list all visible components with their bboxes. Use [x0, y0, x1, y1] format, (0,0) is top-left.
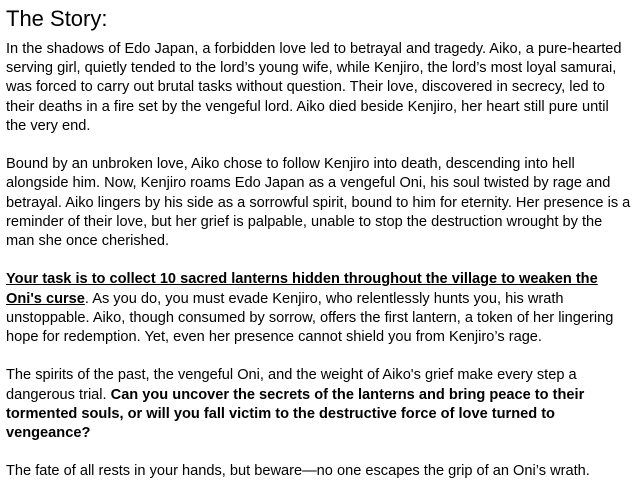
- page-title: The Story:: [6, 6, 108, 31]
- task-statement: Your task is to collect 10 sacred lanterns hidden throughout the village to weaken the Oni's curse: [6, 271, 598, 307]
- story-paragraph-2: Bound by an unbroken love, Aiko chose to follow Kenjiro into death, descending into hell alongside him. Now, Kenjiro roams Edo Japan as a vengeful Oni, his soul twisted by rage and betrayal. Aiko lingers by his side as a sorrowful spirit, bound to him for eternity. Her presence is a reminder of their love, but her grief is palpable, unable to stop the destruction wrought by the man she once cherished.: [6, 156, 631, 250]
- task-details: . As you do, you must evade Kenjiro, who relentlessly hunts you, his wrath unstoppable. Aiko, though consumed by sorrow, offers the first lantern, a token of her lingering hope for redemption. Yet, even her presence cannot shield you from Kenjiro’s rage.: [6, 290, 614, 346]
- story-paragraph-3: [6, 270, 632, 347]
- story-paragraph-4: [6, 366, 632, 443]
- story-paragraph-1: In the shadows of Edo Japan, a forbidden love led to betrayal and tragedy. Aiko, a pure-hearted serving girl, quietly tended to the lord’s young wife, while Kenjiro, the lord’s most loyal samurai, was forced to carry out brutal tasks without question. Their love, discovered in secrecy, led to their deaths in a fire set by the vengeful lord. Aiko died beside Kenjiro, her heart still pure until the very end.: [6, 41, 622, 134]
- trial-text: The spirits of the past, the vengeful Oni, and the weight of Aiko's grief make every step a dangerous trial.: [6, 367, 577, 403]
- challenge-question: Can you uncover the secrets of the lanterns and bring peace to their tormented souls, or will you fall victim to the destructive force of love turned to vengeance?: [6, 386, 585, 442]
- story-paragraph-5: The fate of all rests in your hands, but beware—no one escapes the grip of an Oni’s wrath.: [6, 463, 590, 480]
